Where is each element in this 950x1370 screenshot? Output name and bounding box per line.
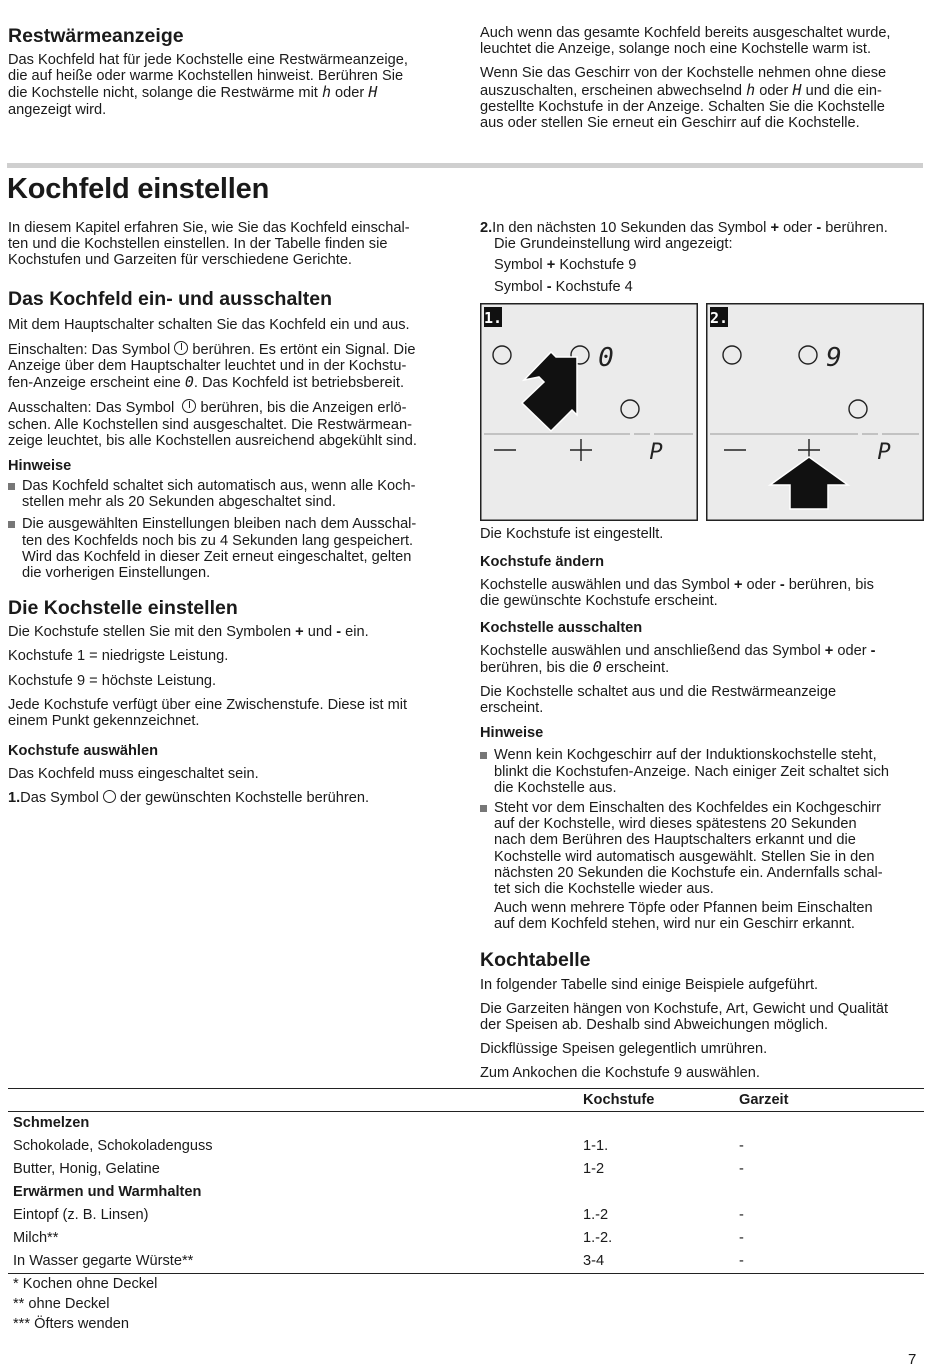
left-column bbox=[8, 220, 458, 807]
step-badge-label: 1. bbox=[483, 309, 503, 327]
text-line: aus oder stellen Sie erneut ein Geschirr auf die Kochstelle. bbox=[480, 115, 860, 132]
text-line: Die Kochstufe ist eingestellt. bbox=[480, 526, 664, 542]
text-line: Kochstufen und Garzeiten für verschiedene Gerichte. bbox=[8, 252, 352, 269]
residual-heat-left bbox=[8, 25, 458, 118]
right-column-top bbox=[480, 220, 930, 295]
off-title: Kochstelle ausschalten bbox=[480, 619, 643, 636]
text-line: In folgender Tabelle sind einige Beispiele aufgeführt. bbox=[480, 976, 819, 993]
text-line: ten und die Kochstellen einstellen. In der Tabelle finden sie bbox=[8, 236, 388, 253]
text-line: leuchtet die Anzeige, solange noch eine Kochstelle warm ist. bbox=[480, 41, 872, 58]
step-1: 1.Das Symbol der gewünschten Kochstelle berühren. bbox=[8, 790, 370, 807]
text-line: Kochstufe 9 = höchste Leistung. bbox=[8, 672, 217, 689]
text-line: In diesem Kapitel erfahren Sie, wie Sie das Kochfeld einschal- bbox=[8, 220, 410, 236]
text-line: Symbol + Kochstufe 9 bbox=[494, 257, 637, 274]
h-low-symbol: h bbox=[321, 83, 331, 102]
table-footnotes bbox=[13, 1276, 157, 1337]
hints-list-right bbox=[480, 747, 930, 897]
p-key: P bbox=[877, 440, 891, 465]
level-display: 0 bbox=[598, 343, 614, 373]
level-display: 9 bbox=[826, 343, 842, 373]
control-panel-step1 bbox=[480, 303, 698, 521]
residual-heat-right bbox=[480, 25, 930, 131]
table-group-row: Schmelzen bbox=[13, 1115, 90, 1132]
text-line: Wenn Sie das Geschirr von der Kochstelle nehmen ohne diese bbox=[480, 65, 887, 82]
footnote: ** ohne Deckel bbox=[13, 1296, 110, 1313]
list-item: Steht vor dem Einschalten des Kochfeldes ein Kochgeschirr auf der Kochstelle, wird dieses spätestens 20 Sekunden nach dem Berühren des Hauptschalters erkannt und die Kochstelle wird automatisch ausgewählt. Stellen Sie in den nächsten 20 Sekunden die Kochstufe ein. Andernfalls schal- tet sich die Kochstelle wieder aus. bbox=[480, 800, 930, 897]
select-level-title: Kochstufe auswählen bbox=[8, 743, 159, 760]
hints-list bbox=[8, 478, 458, 581]
text-line: Ausschalten: Das Symbol berühren, bis die Anzeigen erlö- bbox=[8, 400, 407, 417]
step-badge-label: 2. bbox=[709, 309, 729, 327]
text-line: einem Punkt gekennzeichnet. bbox=[8, 713, 200, 730]
text-line: fen-Anzeige erscheint eine 0. Das Kochfeld ist betriebsbereit. bbox=[8, 373, 404, 392]
change-title: Kochstufe ändern bbox=[480, 554, 605, 571]
hints-title: Hinweise bbox=[8, 458, 72, 475]
text-line: der Speisen ab. Deshalb sind Abweichungen möglich. bbox=[480, 1017, 829, 1034]
table-group-row: Erwärmen und Warmhalten bbox=[13, 1184, 202, 1201]
cooking-table-title: Kochtabelle bbox=[480, 948, 591, 971]
text-line: Die Kochstufe stellen Sie mit den Symbolen + und - ein. bbox=[8, 624, 369, 641]
text-line: Auch wenn mehrere Töpfe oder Pfannen beim Einschalten auf dem Kochfeld stehen, wird nur ein Geschirr erkannt. bbox=[494, 900, 873, 933]
footnote: * Kochen ohne Deckel bbox=[13, 1276, 158, 1292]
list-item: Die ausgewählten Einstellungen bleiben nach dem Ausschal- ten des Kochfelds noch bis zu 4 Sekunden lang gespeichert. Wird das Kochfeld in dieser Zeit erneut eingeschaltet, gelten die vorherigen Einstellungen. bbox=[8, 516, 458, 581]
hints-title-right: Hinweise bbox=[480, 725, 544, 742]
list-item: Wenn kein Kochgeschirr auf der Induktionskochstelle steht, blinkt die Kochstufen-Anzeige. Nach einiger Zeit schaltet sich die Kochstelle aus. bbox=[480, 747, 930, 796]
text-line: auszuschalten, erscheinen abwechselnd h oder H und die ein- bbox=[480, 80, 882, 99]
table-row: Schokolade, Schokoladenguss 1-1. - bbox=[13, 1138, 744, 1155]
text-line: gestellte Kochstufe in der Anzeige. Schalten Sie die Kochstelle bbox=[480, 98, 885, 115]
table-row: Milch** 1.-2. - bbox=[13, 1230, 744, 1247]
text-line: Jede Kochstufe verfügt über eine Zwischenstufe. Diese ist mit bbox=[8, 696, 408, 713]
text-line: Kochstufe 1 = niedrigste Leistung. bbox=[8, 648, 229, 665]
p-key: P bbox=[649, 440, 663, 465]
text-line: Die Kochstelle schaltet aus und die Restwärmeanzeige bbox=[480, 684, 837, 701]
text-line: die auf heiße oder warme Kochstellen hinweist. Berühren Sie bbox=[8, 68, 404, 85]
text-line: berühren, bis die 0 erscheint. bbox=[480, 657, 670, 676]
text-line: Dickflüssige Speisen gelegentlich umrühren. bbox=[480, 1041, 768, 1058]
text-line: Die Grundeinstellung wird angezeigt: bbox=[494, 236, 733, 253]
table-row: In Wasser gegarte Würste** 3-4 - bbox=[8, 1250, 924, 1274]
cooking-zone-icon bbox=[103, 790, 116, 803]
cooking-table bbox=[8, 1088, 924, 1274]
text-line: Das Kochfeld muss eingeschaltet sein. bbox=[8, 766, 259, 783]
power-icon bbox=[182, 399, 196, 413]
text-line: Das Kochfeld hat für jede Kochstelle eine Restwärmeanzeige, bbox=[8, 52, 408, 68]
text-line: Kochstelle auswählen und anschließend das Symbol + oder - bbox=[480, 642, 876, 659]
text-line: angezeigt wird. bbox=[8, 101, 107, 118]
text-line: Anzeige über dem Hauptschalter leuchtet und in der Kochstu- bbox=[8, 358, 407, 375]
text-line: schen. Alle Kochstellen sind ausgeschaltet. Die Restwärmean- bbox=[8, 416, 412, 433]
text-line: Einschalten: Das Symbol berühren. Es ertönt ein Signal. Die bbox=[8, 341, 416, 358]
table-row: Eintopf (z. B. Linsen) 1.-2 - bbox=[13, 1207, 744, 1224]
table-header bbox=[8, 1089, 924, 1112]
text-line: Mit dem Hauptschalter schalten Sie das Kochfeld ein und aus. bbox=[8, 316, 410, 333]
text-line: die Kochstelle nicht, solange die Restwärme mit h oder H bbox=[8, 83, 378, 102]
zero-symbol: 0 bbox=[184, 373, 194, 392]
step-2: 2.In den nächsten 10 Sekunden das Symbol + oder - berühren. bbox=[480, 220, 888, 236]
text-line: Symbol - Kochstufe 4 bbox=[494, 278, 633, 295]
set-title: Die Kochstelle einstellen bbox=[8, 597, 238, 620]
h-high-symbol: H bbox=[368, 83, 378, 102]
control-panel-step2 bbox=[706, 303, 924, 521]
list-item: Das Kochfeld schaltet sich automatisch aus, wenn alle Koch- stellen mehr als 20 Sekunden abgeschaltet sind. bbox=[8, 478, 458, 510]
text-line: die gewünschte Kochstufe erscheint. bbox=[480, 593, 718, 610]
section-divider bbox=[7, 163, 923, 168]
col-level-header: Kochstufe bbox=[578, 1089, 734, 1112]
page-number: 7 bbox=[908, 1351, 917, 1368]
power-icon bbox=[174, 341, 188, 355]
text-line: Die Garzeiten hängen von Kochstufe, Art, Gewicht und Qualität bbox=[480, 1000, 889, 1017]
text-line: Auch wenn das gesamte Kochfeld bereits ausgeschaltet wurde, bbox=[480, 25, 891, 41]
text-line: erscheint. bbox=[480, 700, 544, 717]
text-line: Kochstelle auswählen und das Symbol + oder - berühren, bis bbox=[480, 577, 874, 594]
right-column-bottom bbox=[480, 526, 930, 1082]
footnote: *** Öfters wenden bbox=[13, 1316, 130, 1333]
residual-heat-title: Restwärmeanzeige bbox=[8, 25, 184, 47]
col-time-header: Garzeit bbox=[734, 1089, 924, 1112]
text-line: Zum Ankochen die Kochstufe 9 auswählen. bbox=[480, 1065, 760, 1082]
chapter-title: Kochfeld einstellen bbox=[7, 173, 270, 205]
table-row: Butter, Honig, Gelatine 1-2 - bbox=[13, 1161, 744, 1178]
onoff-title: Das Kochfeld ein- und ausschalten bbox=[8, 287, 332, 310]
text-line: zeige leuchtet, bis alle Kochstellen ausreichend abgekühlt sind. bbox=[8, 432, 417, 449]
